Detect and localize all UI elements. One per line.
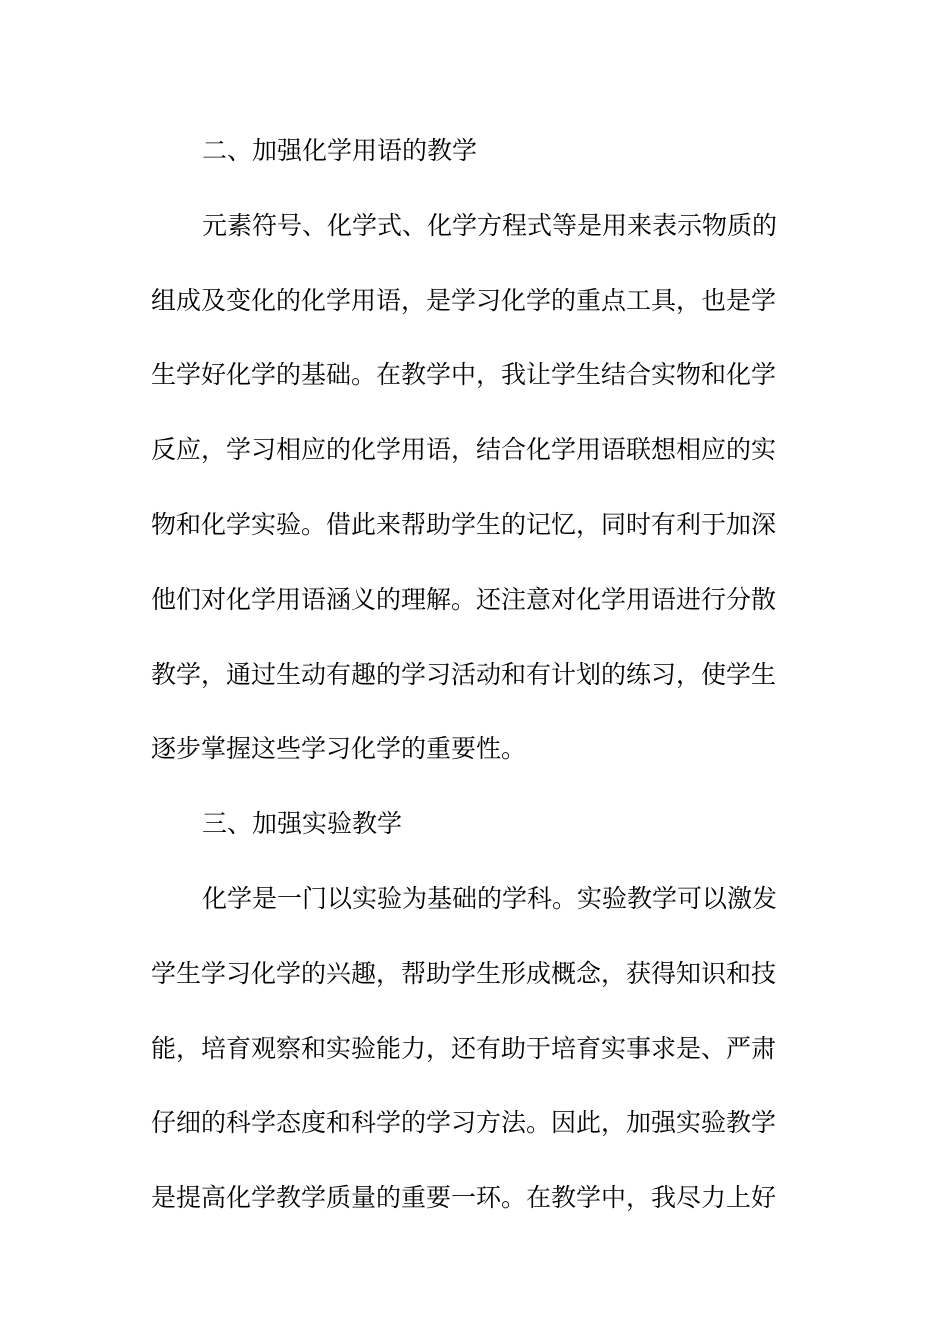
paragraph-line: 生学好化学的基础。在教学中，我让学生结合实物和化学: [151, 360, 777, 390]
paragraph-line: 能，培育观察和实验能力，还有助于培育实事求是、严肃: [151, 1033, 777, 1063]
section-heading-3: 三、加强实验教学: [202, 809, 403, 839]
section-heading-2: 二、加强化学用语的教学: [202, 136, 478, 165]
paragraph-line: 物和化学实验。借此来帮助学生的记忆，同时有利于加深: [151, 509, 777, 539]
paragraph-line: 逐步掌握这些学习化学的重要性。: [151, 734, 527, 764]
paragraph-line: 是提高化学教学质量的重要一环。在教学中，我尽力上好: [151, 1183, 777, 1213]
paragraph-line: 教学，通过生动有趣的学习活动和有计划的练习，使学生: [151, 659, 777, 689]
paragraph-line: 组成及变化的化学用语，是学习化学的重点工具，也是学: [151, 285, 777, 315]
paragraph-line: 学生学习化学的兴趣，帮助学生形成概念，获得知识和技: [151, 958, 777, 988]
paragraph-line: 他们对化学用语涵义的理解。还注意对化学用语进行分散: [151, 584, 777, 614]
document-body: [151, 114, 791, 1236]
paragraph-line: 反应，学习相应的化学用语，结合化学用语联想相应的实: [151, 435, 777, 465]
paragraph-line: 化学是一门以实验为基础的学科。实验教学可以激发: [202, 883, 778, 913]
paragraph-line: 仔细的科学态度和科学的学习方法。因此，加强实验教学: [151, 1108, 777, 1138]
paragraph-line: 元素符号、化学式、化学方程式等是用来表示物质的: [202, 210, 778, 240]
